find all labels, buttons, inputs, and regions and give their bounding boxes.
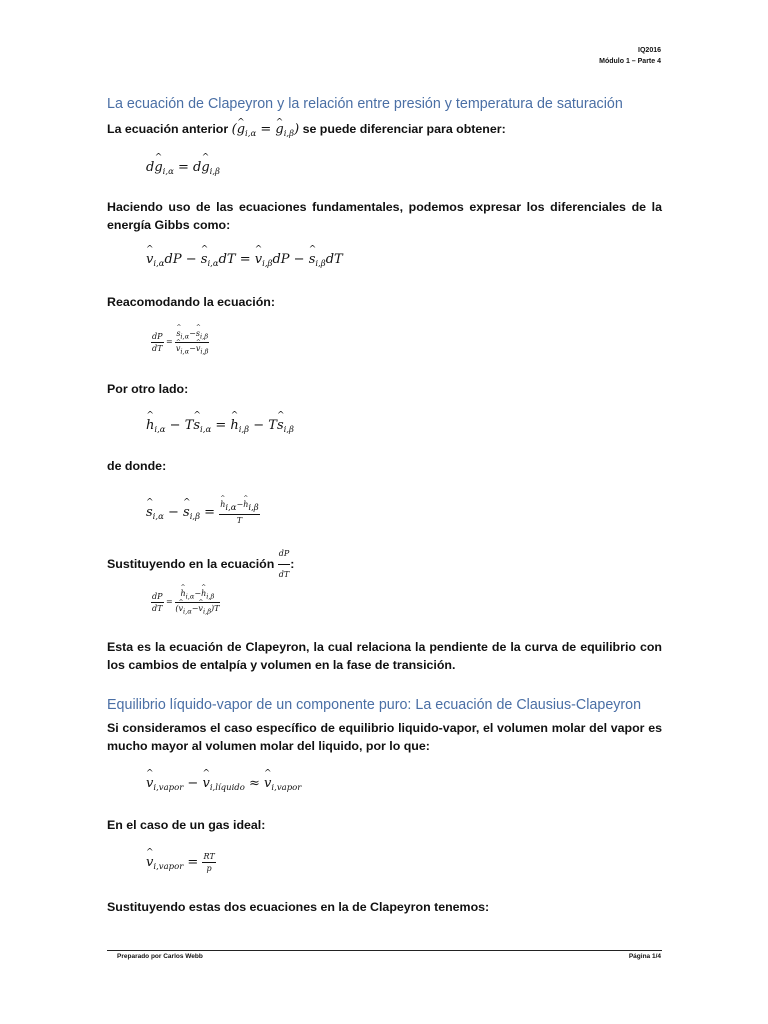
equation-dg: d^ $g_{i,\alpha}$ = d^ $g_{i,\beta}$ [146,160,220,177]
equation-volume-approx: ^ $v_{i,vapor}$ − ^ $v_{i,líquido}$ ≈ ^ $v_{i,vapor}$ [146,776,301,793]
equation-gibbs-differentials: ^ $v_{i,\alpha}dP$ − ^ $s_{i,\alpha}dT$ = ^ $v_{i,\beta}dP$ − ^ $s_{i,\beta}dT$ [146,252,343,269]
substitute-colon: : [290,556,295,571]
inline-dpdt: $\frac{dP}{dT}$ [278,545,291,584]
paragraph-intro [107,120,662,143]
paragraph-fundamental: Haciendo uso de las ecuaciones fundamentales, podemos expresar los diferenciales de la energía Gibbs como: [107,200,662,232]
section1-title: La ecuación de Clapeyron y la relación entre presión y temperatura de saturación [107,96,623,112]
footer-page-number: Página 1/4 [628,953,661,960]
equation-entropy-difference: ^ $s_{i,\alpha}$ − ^ $s_{i,\beta}$ = ^ $\frac{h_{i,\alpha}-\^{} h_{i,\beta}}{T}$ [146,500,260,525]
paragraph-clapeyron-explanation: Esta es la ecuación de Clapeyron, la cual relaciona la pendiente de la curva de equilibrio con los cambios de entalpía y volumen en la fase de transición. [107,640,662,672]
equation-ideal-gas-volume: ^ $v_{i,vapor}$ = $\frac{RT}{p}$ [146,852,216,873]
equation-dpdt-entropy: $\frac{dP}{dT}$ = ^ $s_{i,\alpha}-\^{}$ $s_{i,\beta}$ ^ $v_{i,\alpha}-\^{}$ $v_{i,\beta}$ [151,329,209,355]
paragraph-de-donde: de donde: [107,459,167,473]
footer-author: Preparado por Carlos Webb [117,953,203,960]
paragraph-substitute-clapeyron: Sustituyendo estas dos ecuaciones en la de Clapeyron tenemos: [107,900,490,914]
paragraph-other-side: Por otro lado: [107,382,189,396]
intro-text-end: se puede diferenciar para obtener: [299,122,506,136]
inline-equation-g: (^ $g_{i,\alpha}$ = ^ $g_{i,\beta}$) [232,122,300,137]
header-code: IQ2016 [638,47,661,54]
paragraph-rearrange: Reacomodando la ecuación: [107,295,275,309]
equation-clapeyron: $\frac{dP}{dT}$ = ^ $\frac{h_{i,\alpha}-\^{} h_{i,\beta}}{(\^{} v_{i,\alpha}-\^{} v_{i,\beta})T}$ [151,589,220,615]
substitute-text: Sustituyendo en la ecuación [107,556,278,571]
paragraph-substitute [107,545,662,584]
intro-text-start: La ecuación anterior [107,122,232,136]
paragraph-ideal-gas: En el caso de un gas ideal: [107,818,266,832]
equation-enthalpy-entropy: ^ $h_{i,\alpha}$ − T^ $s_{i,\alpha}$ = ^ $h_{i,\beta}$ − T^ $s_{i,\beta}$ [146,418,294,435]
header-module: Módulo 1 – Parte 4 [599,58,661,65]
section2-title: Equilibrio líquido-vapor de un componente puro: La ecuación de Clausius-Clapeyron [107,697,642,713]
footer-divider [107,950,662,951]
paragraph-liquid-vapor: Si consideramos el caso específico de equilibrio liquido-vapor, el volumen molar del vapor es mucho mayor al volumen molar del liquido, por lo que: [107,721,662,753]
